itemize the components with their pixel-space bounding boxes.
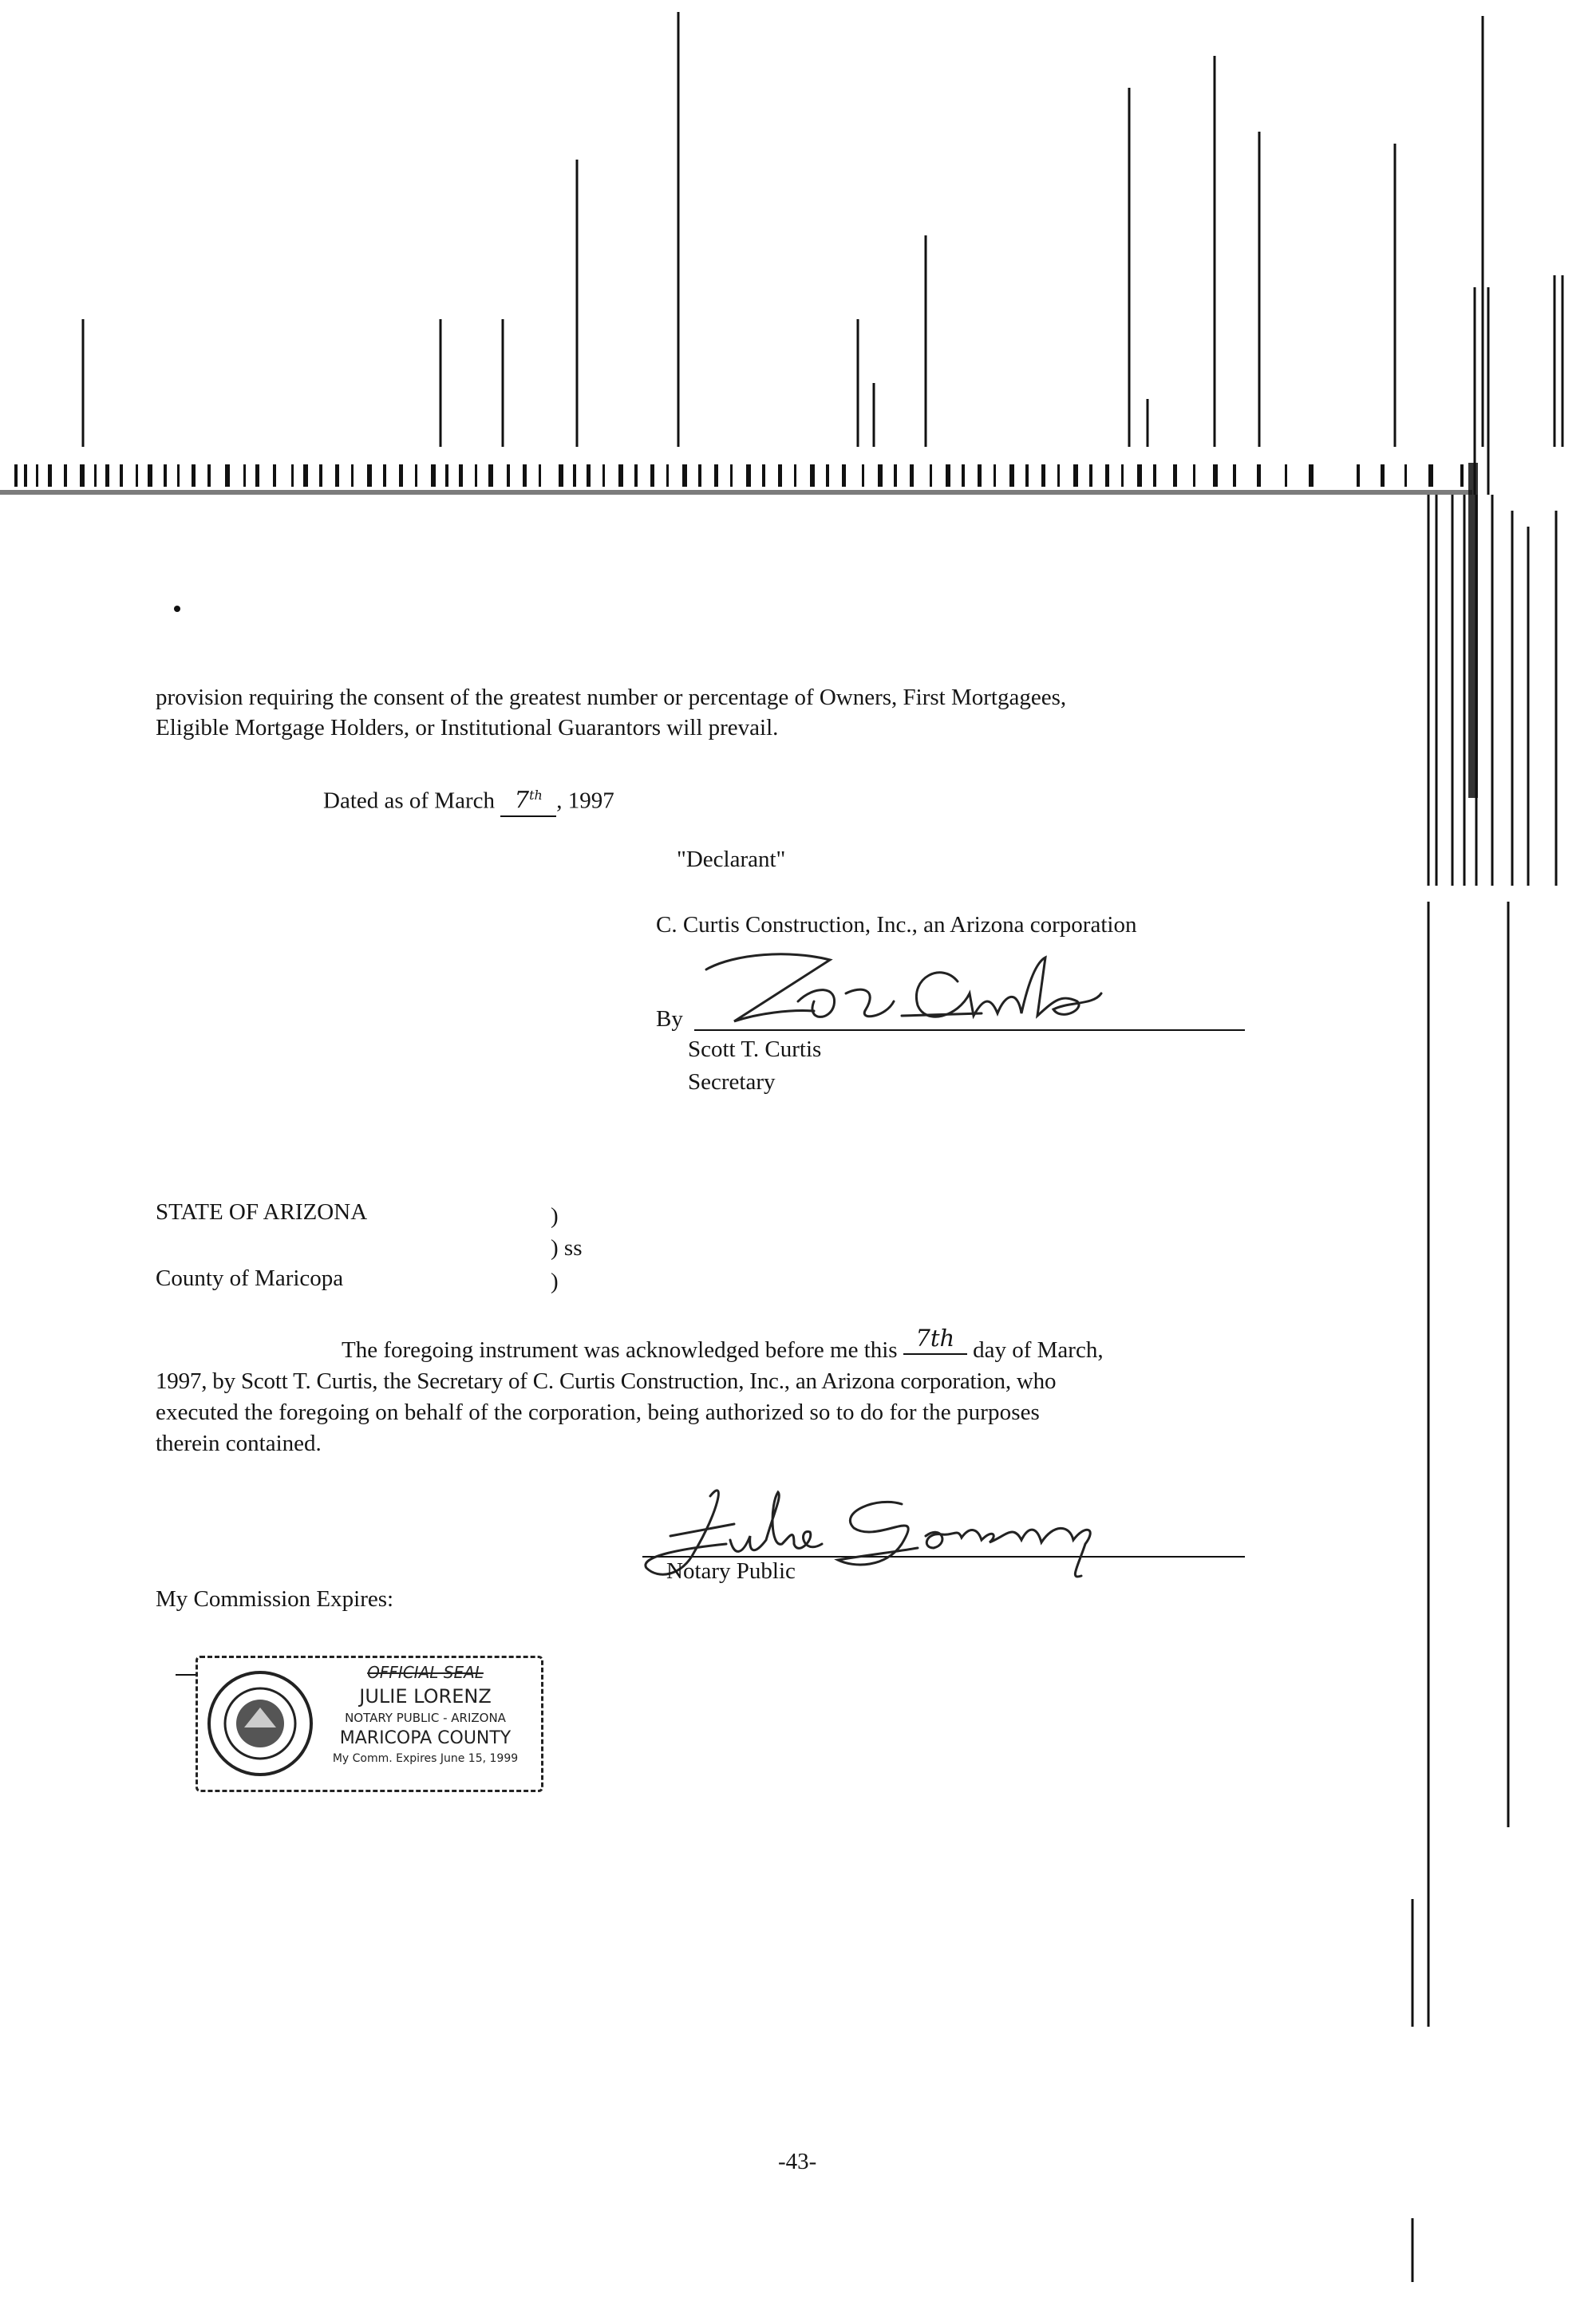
ack-line-1-a: The foregoing instrument was acknowledged before me this bbox=[342, 1337, 898, 1363]
notary-seal-stamp bbox=[196, 1656, 543, 1792]
dated-day-blank bbox=[500, 780, 556, 817]
dated-day-suffix: th bbox=[529, 788, 543, 803]
ack-line-4: therein contained. bbox=[156, 1431, 322, 1456]
dated-line bbox=[323, 780, 614, 817]
ack-line-1-b: day of March, bbox=[973, 1337, 1104, 1363]
company-line: C. Curtis Construction, Inc., an Arizona corporation bbox=[656, 912, 1137, 938]
declarant-heading: "Declarant" bbox=[677, 847, 786, 872]
signer-title: Secretary bbox=[688, 1069, 776, 1095]
county-label: County of Maricopa bbox=[156, 1265, 344, 1291]
ack-line-3: executed the foregoing on behalf of the corporation, being authorized so to do for the purposes bbox=[156, 1400, 1040, 1425]
ack-day-blank bbox=[903, 1323, 967, 1355]
ack-line-1 bbox=[342, 1325, 1104, 1366]
provision-line-1: provision requiring the consent of the greatest number or percentage of Owners, First Mortgagees, bbox=[156, 685, 1067, 710]
provision-line-2: Eligible Mortgage Holders, or Institutional Guarantors will prevail. bbox=[156, 715, 779, 740]
page-number: -43- bbox=[778, 2149, 817, 2174]
seal-line-4: MARICOPA COUNTY bbox=[339, 1728, 512, 1748]
signer-name: Scott T. Curtis bbox=[688, 1036, 822, 1062]
state-seal-icon bbox=[204, 1668, 316, 1779]
seal-line-1: OFFICIAL SEAL bbox=[367, 1663, 484, 1682]
dated-prefix: Dated as of March bbox=[323, 788, 495, 814]
state-label: STATE OF ARIZONA bbox=[156, 1199, 368, 1225]
commission-label: My Commission Expires: bbox=[156, 1586, 394, 1612]
paren-3: ) bbox=[551, 1269, 559, 1294]
ack-day: 7th bbox=[915, 1325, 955, 1352]
seal-line-5: My Comm. Expires June 15, 1999 bbox=[332, 1752, 519, 1765]
paren-ss: ) ss bbox=[551, 1235, 583, 1261]
ack-line-2: 1997, by Scott T. Curtis, the Secretary of C. Curtis Construction, Inc., an Arizona corporation, who bbox=[156, 1368, 1057, 1394]
dated-day: 7 bbox=[514, 786, 530, 814]
dated-year: , 1997 bbox=[556, 788, 614, 814]
declarant-signature bbox=[702, 946, 1117, 1033]
by-label: By bbox=[656, 1006, 683, 1032]
seal-line-3: NOTARY PUBLIC - ARIZONA bbox=[345, 1711, 506, 1725]
notary-label: Notary Public bbox=[666, 1558, 796, 1584]
seal-line-2: JULIE LORENZ bbox=[359, 1685, 492, 1708]
paren-1: ) bbox=[551, 1203, 559, 1229]
